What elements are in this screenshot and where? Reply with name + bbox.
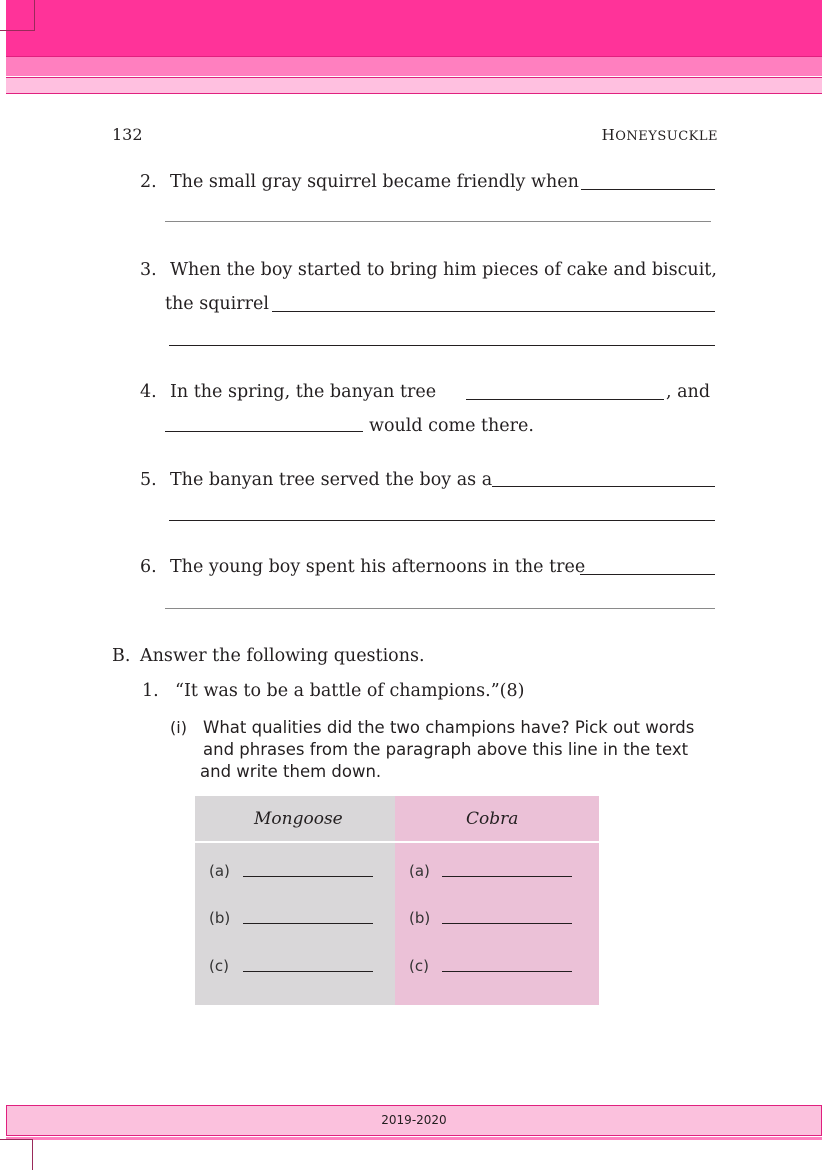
footer-stripe (6, 1137, 822, 1140)
mongoose-label-a: (a) (209, 862, 230, 880)
cobra-header: Cobra (466, 809, 519, 829)
running-head-rest: ONEYSUCKLE (615, 129, 718, 144)
qualities-table (195, 796, 599, 1005)
q4-line1a: In the spring, the banyan tree (170, 382, 437, 402)
mongoose-blank-a[interactable] (243, 876, 373, 877)
q6-blank-1[interactable] (580, 574, 715, 575)
cobra-blank-b[interactable] (442, 923, 572, 924)
b-q1-quote: “It was to be a battle of champions.”(8) (175, 681, 525, 701)
q2-text: The small gray squirrel became friendly when (170, 172, 579, 192)
q2-blank-1[interactable] (581, 189, 715, 190)
header-band-mid (6, 56, 822, 76)
running-head-initial: H (601, 126, 616, 144)
mongoose-header: Mongoose (254, 809, 343, 829)
mongoose-blank-c[interactable] (243, 971, 373, 972)
q4-line2: would come there. (369, 416, 534, 436)
b-q1-sub-line2: and phrases from the paragraph above this line in the text (203, 740, 689, 759)
footer-year: 2019-2020 (381, 1113, 447, 1127)
q6-number: 6. (140, 557, 157, 577)
q4-number: 4. (140, 382, 157, 402)
q2-number: 2. (140, 172, 157, 192)
page-number: 132 (112, 125, 143, 144)
q3-blank-2[interactable] (169, 345, 715, 346)
b-q1-sub-number: (i) (170, 718, 187, 737)
q3-number: 3. (140, 260, 157, 280)
q4-blank-1[interactable] (466, 399, 664, 400)
mongoose-label-b: (b) (209, 909, 231, 927)
running-head (602, 126, 718, 144)
crop-mark-bottom (0, 1139, 33, 1170)
q5-blank-2[interactable] (169, 520, 715, 521)
footer-band (6, 1105, 822, 1136)
mongoose-label-c: (c) (209, 957, 229, 975)
cobra-label-a: (a) (409, 862, 430, 880)
q5-blank-1[interactable] (492, 486, 715, 487)
cobra-blank-a[interactable] (442, 876, 572, 877)
q6-text: The young boy spent his afternoons in the tree (170, 557, 586, 577)
q4-line1b: , and (666, 382, 711, 402)
q6-blank-2[interactable] (165, 608, 715, 609)
b-q1-number: 1. (142, 681, 159, 701)
header-band-dark (6, 0, 822, 56)
section-b-label: B. (112, 646, 131, 666)
q5-text: The banyan tree served the boy as a (170, 470, 493, 490)
q3-blank-1[interactable] (272, 311, 715, 312)
section-b-instruction: Answer the following questions. (140, 646, 425, 666)
crop-mark-top (0, 0, 35, 31)
q3-line1: When the boy started to bring him pieces of cake and biscuit, (170, 260, 717, 280)
cobra-label-c: (c) (409, 957, 429, 975)
header-band-light (6, 77, 822, 94)
b-q1-sub-line3: and write them down. (200, 762, 382, 781)
q2-blank-2[interactable] (165, 221, 711, 222)
q3-line2: the squirrel (165, 294, 269, 314)
q4-blank-2[interactable] (165, 431, 363, 432)
b-q1-sub-line1: What qualities did the two champions have? Pick out words (203, 718, 695, 737)
header-separator (195, 841, 599, 843)
cobra-label-b: (b) (409, 909, 431, 927)
q5-number: 5. (140, 470, 157, 490)
cobra-blank-c[interactable] (442, 971, 572, 972)
mongoose-blank-b[interactable] (243, 923, 373, 924)
